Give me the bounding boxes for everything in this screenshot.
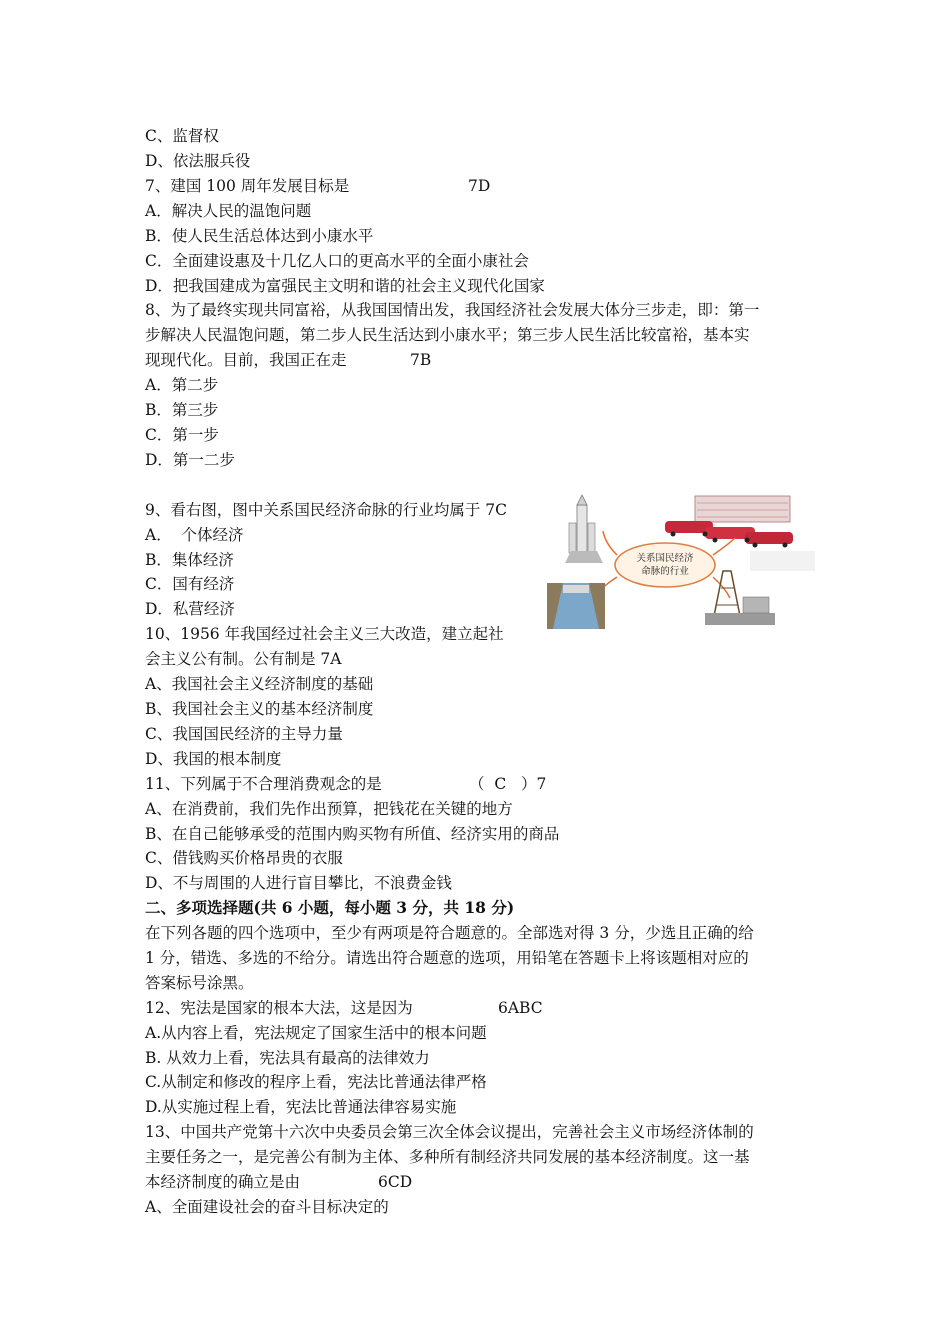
option: C、我国国民经济的主导力量 [145, 725, 343, 743]
answer-13: 6CD [378, 1173, 413, 1191]
option: A、在消费前，我们先作出预算，把钱花在关键的地方 [145, 800, 513, 818]
industries-illustration [545, 493, 815, 633]
question-13-cont: 本经济制度的确立是由 [145, 1173, 301, 1191]
option: C.从制定和修改的程序上看，宪法比普通法律严格 [145, 1073, 487, 1091]
option: C．第一步 [145, 426, 219, 444]
question-12: 12、宪法是国家的根本大法，这是因为 [145, 999, 413, 1017]
question-9: 9、看右图，图中关系国民经济命脉的行业均属于 7C [145, 501, 508, 519]
option: D、我国的根本制度 [145, 750, 282, 768]
question-8: 8、为了最终实现共同富裕，从我国国情出发，我国经济社会发展大体分三步走，即：第一 [145, 301, 760, 319]
answer-8: 7B [410, 351, 432, 369]
option: C．国有经济 [145, 575, 235, 593]
option: D．私营经济 [145, 600, 235, 618]
option: D．第一二步 [145, 451, 235, 469]
answer-12: 6ABC [498, 999, 543, 1017]
answer-11: （ C ）7 [469, 775, 547, 793]
option: A．解决人民的温饱问题 [145, 202, 312, 220]
answer-7: 7D [468, 177, 491, 195]
option: B. 从效力上看，宪法具有最高的法律效力 [145, 1049, 430, 1067]
option: B．第三步 [145, 401, 219, 419]
option: A、我国社会主义经济制度的基础 [145, 675, 374, 693]
question-13-cont: 主要任务之一，是完善公有制为主体、多种所有制经济共同发展的基本经济制度。这一基 [145, 1148, 750, 1166]
option: A． 个体经济 [145, 526, 244, 544]
question-7: 7、建国 100 周年发展目标是 [145, 177, 350, 195]
figure-label-line2: 命脉的行业 [641, 566, 689, 577]
option: D．把我国建成为富强民主文明和谐的社会主义现代化国家 [145, 277, 545, 295]
option: B．使人民生活总体达到小康水平 [145, 227, 374, 245]
question-8-cont: 步解决人民温饱问题，第二步人民生活达到小康水平；第三步人民生活比较富裕，基本实 [145, 326, 750, 344]
option: B．集体经济 [145, 551, 234, 569]
question-13: 13、中国共产党第十六次中央委员会第三次全体会议提出，完善社会主义市场经济体制的 [145, 1123, 754, 1141]
question-8-cont: 现现代化。目前，我国正在走 [145, 351, 347, 369]
question-10-cont: 会主义公有制。公有制是 7A [145, 650, 342, 668]
figure-label-line1: 关系国民经济 [636, 553, 694, 564]
instructions-cont: 答案标号涂黑。 [145, 974, 254, 992]
question-10: 10、1956 年我国经过社会主义三大改造，建立起社 [145, 625, 504, 643]
option: A.从内容上看，宪法规定了国家生活中的根本问题 [145, 1024, 487, 1042]
text-line: D、依法服兵役 [145, 152, 251, 170]
text-line: C、监督权 [145, 127, 219, 145]
section-heading: 二、多项选择题(共 6 小题，每小题 3 分，共 18 分) [145, 898, 515, 917]
option: D、不与周围的人进行盲目攀比，不浪费金钱 [145, 874, 452, 892]
instructions: 在下列各题的四个选项中，至少有两项是符合题意的。全部选对得 3 分，少选且正确的给 [145, 924, 754, 942]
instructions-cont: 1 分，错选、多选的不给分。请选出符合题意的选项，用铅笔在答题卡上将该题相对应的 [145, 949, 749, 967]
option: B、在自己能够承受的范围内购买物有所值、经济实用的商品 [145, 825, 560, 843]
option: B、我国社会主义的基本经济制度 [145, 700, 374, 718]
question-11: 11、下列属于不合理消费观念的是 [145, 775, 382, 793]
option: D.从实施过程上看，宪法比普通法律容易实施 [145, 1098, 457, 1116]
option: C、借钱购买价格昂贵的衣服 [145, 849, 343, 867]
option: A．第二步 [145, 376, 219, 394]
building-icon [695, 496, 790, 522]
dam-icon [547, 583, 605, 629]
option: A、全面建设社会的奋斗目标决定的 [145, 1198, 389, 1216]
option: C．全面建设惠及十几亿人口的更高水平的全面小康社会 [145, 252, 529, 270]
